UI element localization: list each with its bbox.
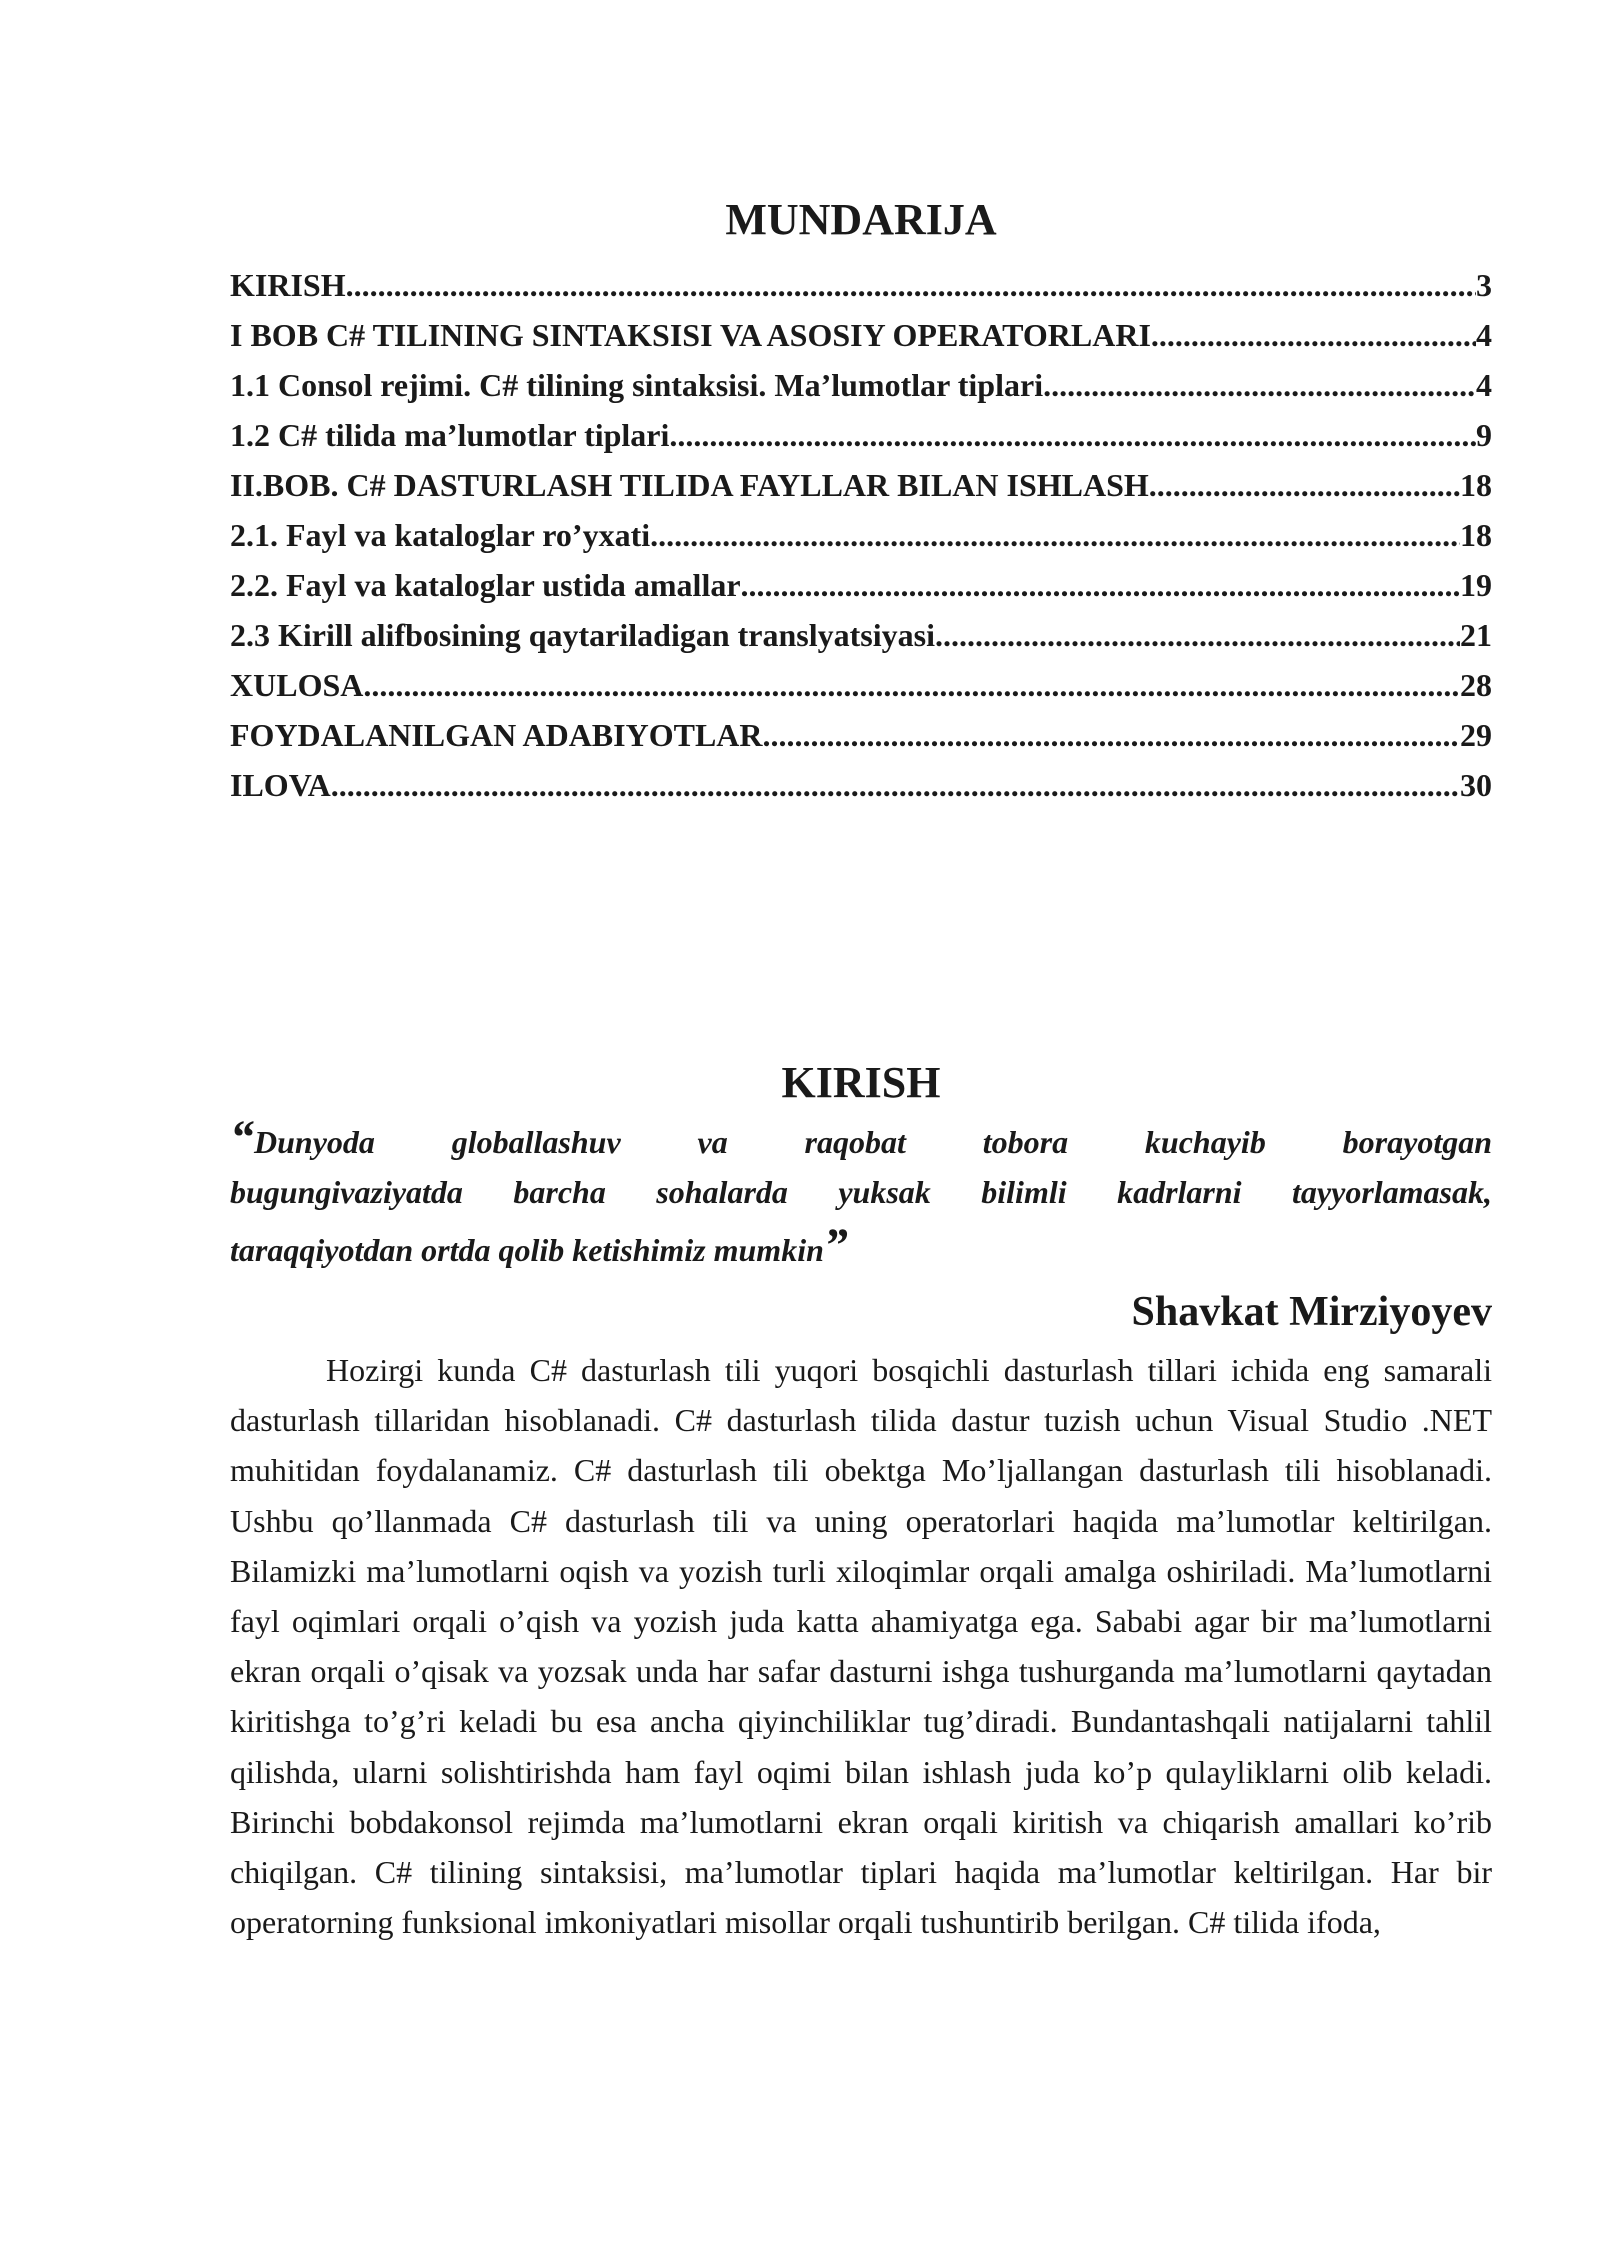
toc-entry[interactable] <box>230 710 1492 760</box>
table-of-contents <box>230 260 1492 810</box>
toc-leader <box>935 610 1460 660</box>
intro-paragraph: Hozirgi kunda C# dasturlash tili yuqori bosqichli dasturlash tillari ichida eng samarali dasturlash tillaridan hisoblanadi. C# dasturlash tilida dastur tuzish uchun Visual Studio .NET muhitidan foydalanamiz. C# dasturlash tili obektga Mo’ljallangan dasturlash tili hisoblanadi. Ushbu qo’llanmada C# dasturlash tili va uning operatorlari haqida ma’lumotlar keltirilgan. Bilamizki ma’lumotlarni oqish va yozish turli xiloqimlar orqali amalga oshiriladi. Ma’lumotlarni fayl oqimlari orqali o’qish va yozish juda katta ahamiyatga ega. Sababi agar bir ma’lumotlarni ekran orqali o’qisak va yozsak unda har safar dasturni ishga tushurganda ma’lumotlarni qaytadan kiritishga to’g’ri keladi bu esa ancha qiyinchiliklar tug’diradi. Bundantashqali natijalarni tahlil qilishda, ularni solishtirishda ham fayl oqimi bilan ishlash juda ko’p qulayliklarni olib keladi. Birinchi bobdakonsol rejimda ma’lumotlarni ekran orqali kiritish va chiqarish amallari ko’rib chiqilgan. C# tilining sintaksisi, ma’lumotlar tiplari haqida ma’lumotlar keltirilgan. Har bir operatorning funksional imkoniyatlari misollar orqali tushuntirib berilgan. C# tilida ifoda, <box>230 1352 1492 1941</box>
quote-author: Shavkat Mirziyoyev <box>1131 1289 1492 1335</box>
toc-leader <box>346 260 1476 310</box>
toc-entry-text: 2.3 Kirill alifbosining qaytariladigan translyatsiyasi <box>230 617 935 653</box>
toc-leader <box>1149 460 1460 510</box>
epigraph-text: Dunyoda globallashuv va raqobat tobora kuchayib borayotgan <box>254 1124 1492 1160</box>
toc-entry[interactable] <box>230 560 1492 610</box>
toc-entry-text: FOYDALANILGAN ADABIYOTLAR <box>230 717 763 753</box>
toc-entry-text: 2.2. Fayl va kataloglar ustida amallar <box>230 567 741 603</box>
toc-leader <box>650 510 1460 560</box>
toc-leader <box>1043 360 1476 410</box>
toc-entry-page: 19 <box>1460 567 1492 603</box>
section-title: KIRISH <box>781 1058 941 1107</box>
toc-entry-page: 3 <box>1476 267 1492 303</box>
toc-entry-page: 18 <box>1460 517 1492 553</box>
toc-entry[interactable] <box>230 760 1492 810</box>
toc-entry-page: 4 <box>1476 367 1492 403</box>
toc-entry-text: KIRISH <box>230 267 346 303</box>
toc-entry[interactable] <box>230 410 1492 460</box>
epigraph-line <box>230 1217 1492 1283</box>
toc-entry[interactable] <box>230 460 1492 510</box>
toc-entry-page: 21 <box>1460 617 1492 653</box>
toc-entry-page: 4 <box>1476 317 1492 353</box>
toc-entry-text: II.BOB. C# DASTURLASH TILIDA FAYLLAR BILAN ISHLASH <box>230 467 1149 503</box>
toc-entry-text: ILOVA <box>230 767 331 803</box>
toc-entry[interactable] <box>230 510 1492 560</box>
toc-entry-page: 28 <box>1460 667 1492 703</box>
toc-leader <box>331 760 1460 810</box>
epigraph-line: bugungivaziyatda barcha sohalarda yuksak bilimli kadrlarni tayyorlamasak, <box>230 1174 1492 1210</box>
toc-leader <box>669 410 1476 460</box>
epigraph-quote <box>230 1111 1492 1283</box>
epigraph-text: taraqqiyotdan ortda qolib ketishimiz mumkin <box>230 1232 824 1268</box>
toc-entry-page: 9 <box>1476 417 1492 453</box>
toc-leader <box>363 660 1460 710</box>
toc-entry-text: I BOB C# TILINING SINTAKSISI VA ASOSIY OPERATORLARI <box>230 317 1151 353</box>
toc-entry-page: 29 <box>1460 717 1492 753</box>
toc-entry[interactable] <box>230 310 1492 360</box>
toc-entry[interactable] <box>230 660 1492 710</box>
toc-entry-page: 30 <box>1460 767 1492 803</box>
toc-entry-text: 1.1 Consol rejimi. C# tilining sintaksisi. Ma’lumotlar tiplari <box>230 367 1044 403</box>
close-quote-mark: ” <box>823 1219 848 1272</box>
toc-entry[interactable] <box>230 610 1492 660</box>
toc-leader <box>741 560 1460 610</box>
toc-entry-text: 2.1. Fayl va kataloglar ro’yxati <box>230 517 651 553</box>
epigraph-line <box>230 1111 1492 1167</box>
open-quote-mark: “ <box>230 1111 254 1164</box>
toc-title: MUNDARIJA <box>725 195 997 244</box>
toc-entry[interactable] <box>230 260 1492 310</box>
toc-entry-page: 18 <box>1460 467 1492 503</box>
document-page <box>230 190 1492 1947</box>
toc-leader <box>1151 310 1476 360</box>
toc-entry-text: 1.2 C# tilida ma’lumotlar tiplari <box>230 417 670 453</box>
toc-entry[interactable] <box>230 360 1492 410</box>
toc-entry-text: XULOSA <box>230 667 364 703</box>
toc-leader <box>763 710 1461 760</box>
